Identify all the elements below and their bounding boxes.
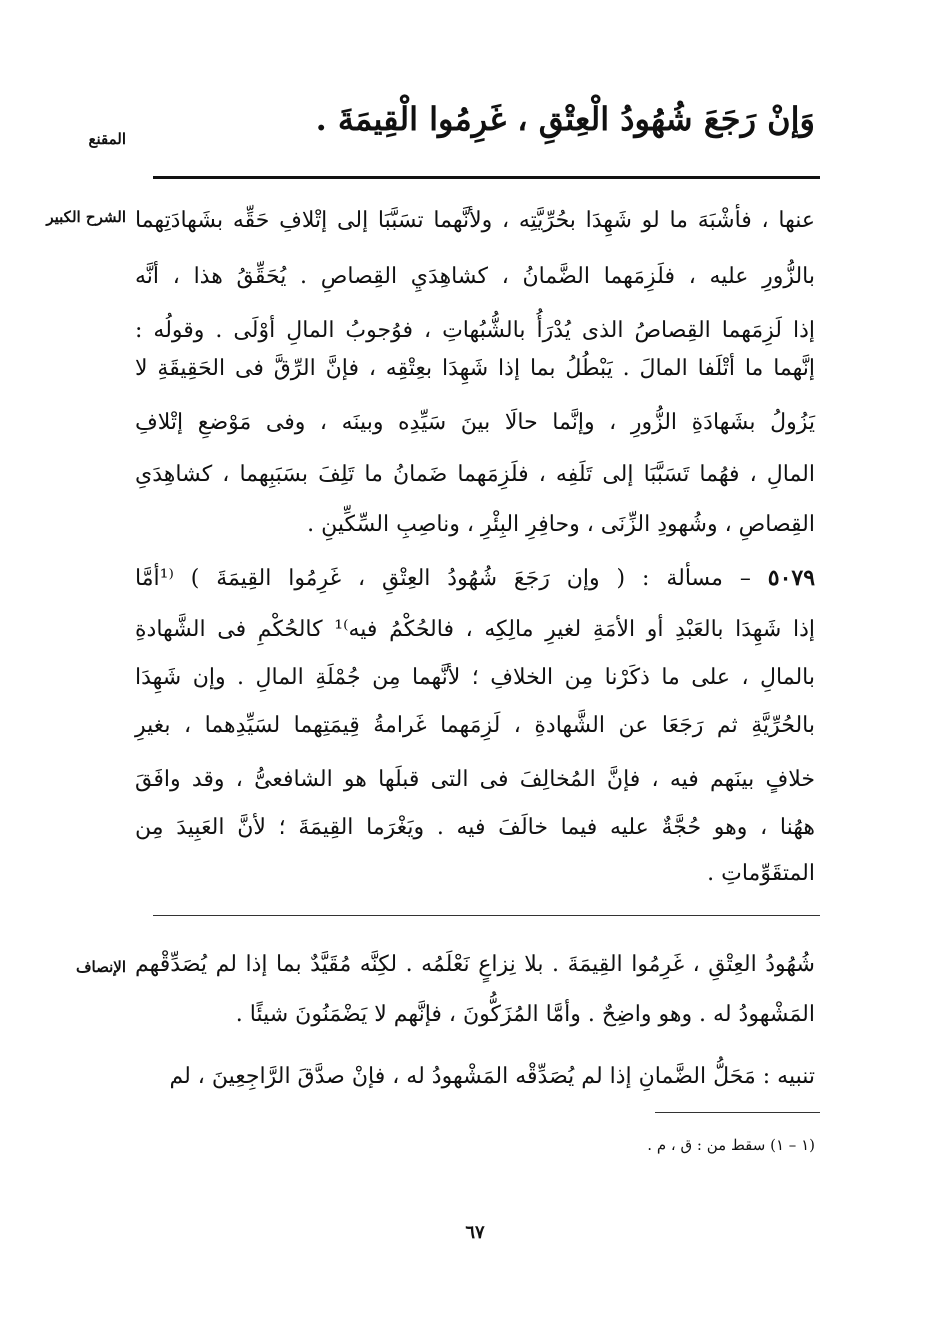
thick-divider [153, 176, 820, 179]
sharh-line: إنَّهما ما أتْلَفا المالَ . يَبْطُلُ بما إذا شَهِدَا بعِتْقِه ، فإنَّ الرِّقَّ فى الحَقِيقَةِ لا [135, 356, 815, 381]
label-sharh: الشرح الكبير [46, 208, 126, 226]
masala-line: بالحُرِّيَّةِ ثم رَجَعَا عن الشَّهادةِ ، لَزِمَهما غَرامةُ قِيمَتِهما لسَيِّدِهما ، بغيرِ [135, 713, 815, 738]
insaf-line: شُهُودُ العِتْقِ ، غَرِمُوا القِيمَةَ . بلا نِزاعٍ نَعْلَمُه . لكِنَّه مُقَيَّدٌ بما إذا لم يُصَدِّقْهم [135, 952, 815, 977]
section-divider [153, 915, 820, 916]
sharh-line: يَزُولُ بشَهادَةِ الزُّورِ ، وإنَّما حالَا بينَ سَيِّدِه وبينَه ، وفى مَوْضعِ إتْلافِ [135, 410, 815, 435]
insaf-line: تنبيه : مَحَلُّ الضَّمانِ إذا لم يُصَدِّقْه المَشْهودُ له ، فإنْ صدَّقَ الرَّاجِعِينَ ، لم [169, 1064, 815, 1089]
sharh-line: إذا لَزِمَهما القِصاصُ الذى يُدْرَأُ بالشُّبُهاتِ ، فوُجوبُ المالِ أوْلَى . وقولُه : [135, 318, 815, 343]
sharh-line: عنها ، فأشْبَهَ ما لو شَهِدَا بحُرِّيَّتِه ، ولأنَّهما تسَبَّبَا إلى إتْلافِ حَقِّه بشَهادَتِهما [135, 208, 815, 233]
masala-line: المتقَوِّماتِ . [707, 861, 815, 886]
footnote-divider [655, 1112, 820, 1113]
masala-line: خلافٍ بينَهم فيه ، فإنَّ المُخالِفَ فى التى قبلَها هو الشافعىُّ ، وقد وافَقَ [135, 767, 815, 792]
sharh-line: المالِ ، فهُما تَسَبَّبَا إلى تَلَفِه ، فلَزِمَهما ضَمانُ ما تَلِفَ بسَبَبِهما ، كشاهِدَىِ [135, 462, 815, 487]
masala-heading-line [135, 563, 815, 594]
sharh-line: بالزُّورِ عليه ، فلَزِمَهما الضَّمانُ ، كشاهِدَيِ القِصاصِ . يُحَقِّقُ هذا ، أنَّه [135, 264, 815, 289]
footnote: (١ – ١) سقط من : ق ، م . [647, 1136, 815, 1154]
page-number: ٦٧ [465, 1222, 485, 1243]
masala-line: بالمالِ ، على ما ذكَرْنا مِن الخلافِ ؛ لأنَّهما مِن جُمْلَةِ المالِ . وإن شَهِدَا [135, 665, 815, 690]
masala-number: ٥٠٧٩ [767, 565, 816, 591]
masala-line-first: – مسألة : ( وإن رَجَعَ شُهُودُ العِتْقِ ، غَرِمُوا القِيمَةَ ) ⁽¹أمَّا [135, 566, 751, 591]
sharh-line: القِصاصِ ، وشُهودِ الزِّنَى ، وحافِرِ البِئْرِ ، وناصِبِ السِّكِّينِ . [307, 512, 815, 537]
label-muqni: المقنع [88, 130, 126, 148]
label-insaf: الإنصاف [75, 958, 126, 976]
insaf-line: المَشْهودُ له . وهو واضِحٌ . وأمَّا المُزَكُّونَ ، فإنَّهم لا يَضْمَنُونَ شيئًا . [235, 1002, 815, 1027]
muqni-text: وَإنْ رَجَعَ شُهُودُ الْعِتْقِ ، غَرِمُوا الْقِيمَةَ . [315, 100, 815, 138]
masala-line: إذا شَهِدَا بالعَبْدِ أو الأمَةِ لغيرِ مالِكِه ، فالحُكْمُ فيه⁾¹ كالحُكْمِ فى الشَّهادةِ [135, 617, 815, 642]
masala-line: ههُنا ، وهو حُجَّةٌ عليه فيما خالَفَ فيه . ويَغْرَما القِيمَةَ ؛ لأنَّ العَبِيدَ مِن [135, 815, 815, 840]
